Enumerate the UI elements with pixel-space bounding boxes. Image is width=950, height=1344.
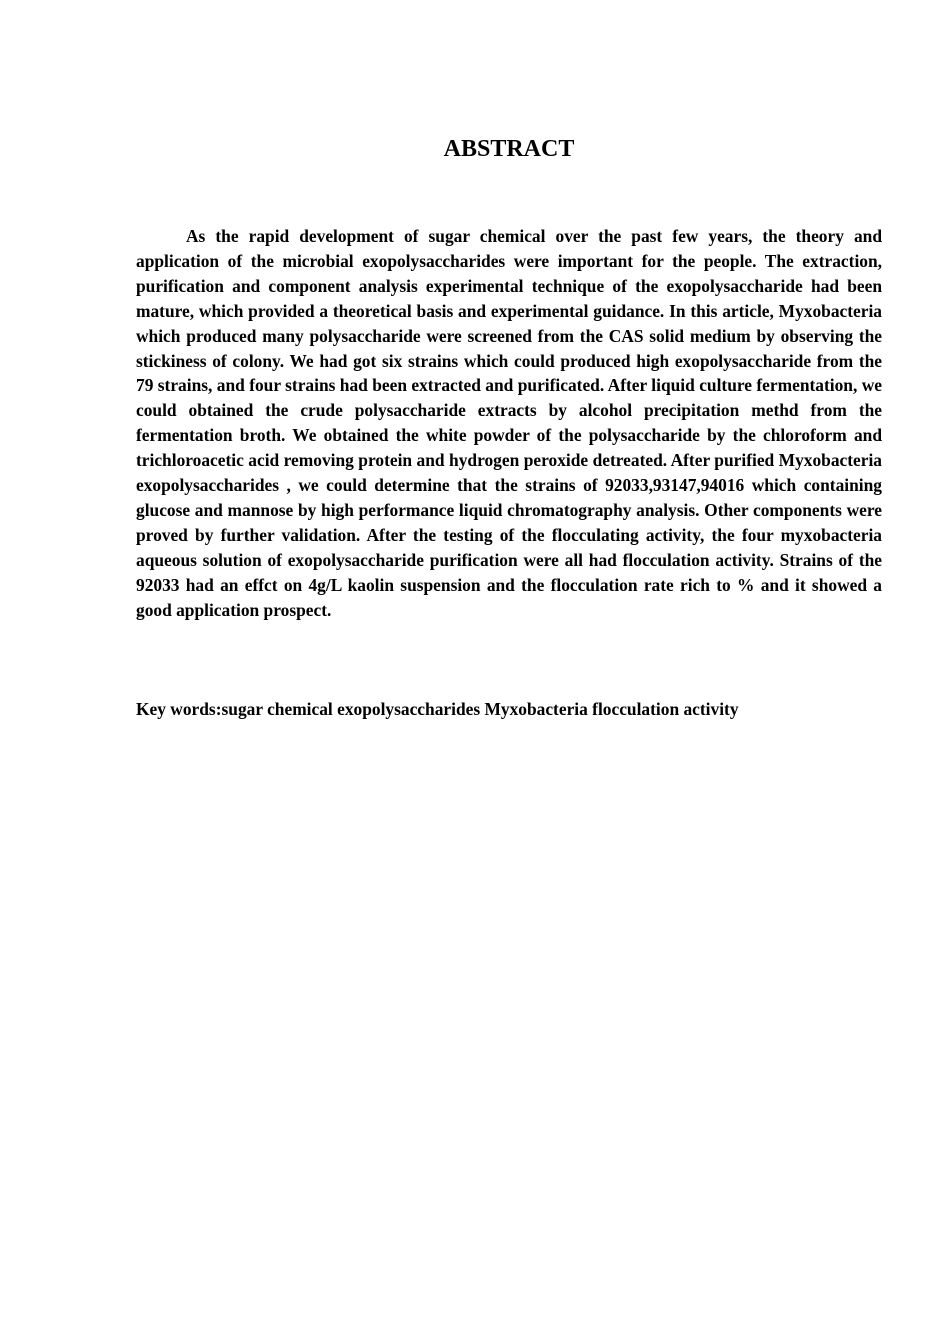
keyword-sugar-chemical: sugar chemical <box>221 699 333 719</box>
abstract-title: ABSTRACT <box>443 136 575 162</box>
keyword-exopolysaccharides: exopolysaccharides <box>337 699 481 719</box>
keywords-label: Key words: <box>136 699 222 719</box>
keyword-myxobacteria: Myxobacteria <box>484 699 588 719</box>
abstract-body: As the rapid development of sugar chemical over the past few years, the theory and application of the microbial exopolysaccharides were important for the people. The extraction, purification and component analysis experimental technique of the exopolysaccharide had been mature, which provided a theoretical basis and experimental guidance. In this article, Myxobacteria which produced many polysaccharide were screened from the CAS solid medium by observing the stickiness of colony. We had got six strains which could produced high exopolysaccharide from the 79 strains, and four strains had been extracted and purificated. After liquid culture fermentation, we could obtained the crude polysaccharide extracts by alcohol precipitation methd from the fermentation broth. We obtained the white powder of the polysaccharide by the chloroform and trichloroacetic acid removing protein and hydrogen peroxide detreated. After purified Myxobacteria exopolysaccharides , we could determine that the strains of 92033,93147,94016 which containing glucose and mannose by high performance liquid chromatography analysis. Other components were proved by further validation. After the testing of the flocculating activity, the four myxobacteria aqueous solution of exopolysaccharide purification were all had flocculation activity. Strains of the 92033 had an effct on 4g/L kaolin suspension and the flocculation rate rich to % and it showed a good application prospect. <box>136 226 882 620</box>
keywords-line <box>136 697 882 722</box>
keyword-flocculation-activity: flocculation activity <box>592 699 739 719</box>
